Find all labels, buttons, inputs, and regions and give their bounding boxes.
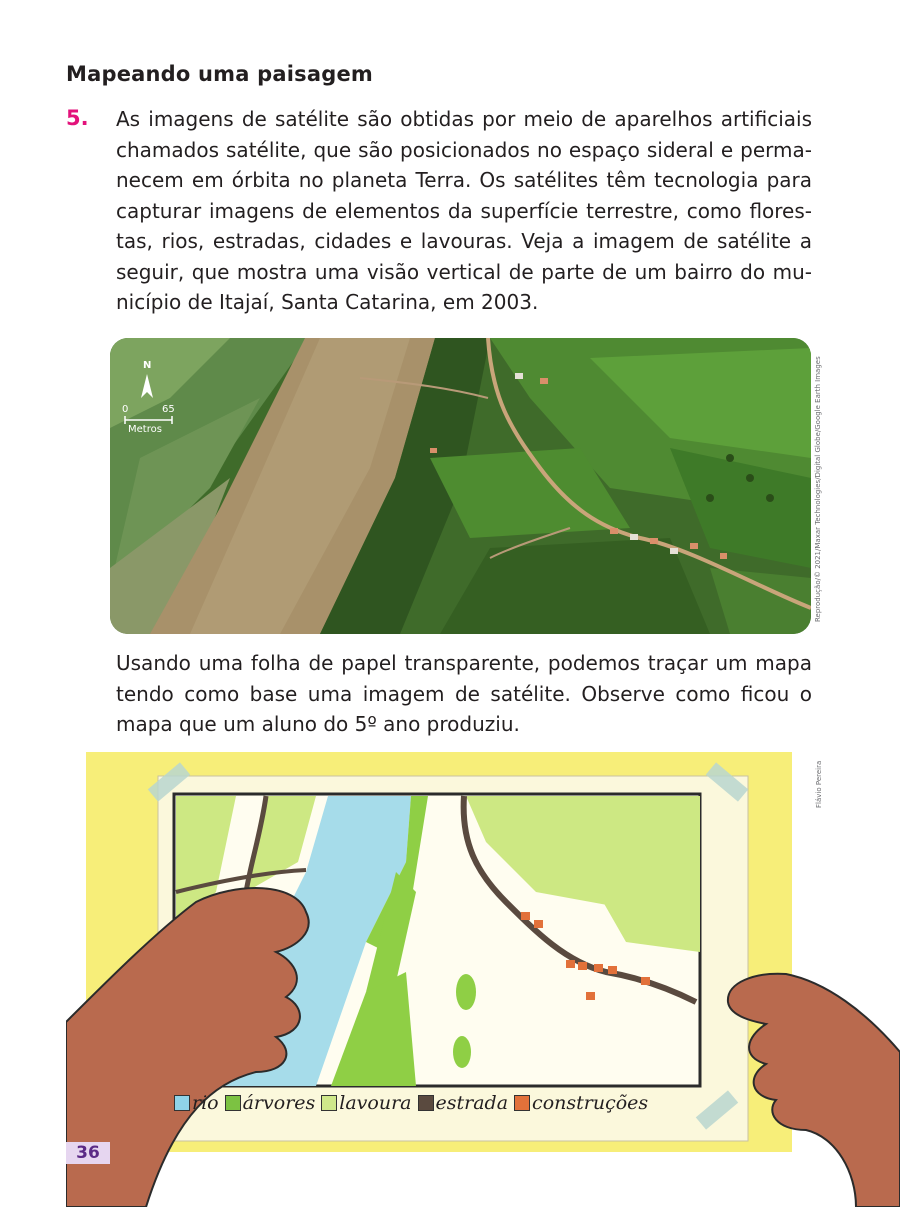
legend-label: construções <box>532 1092 649 1114</box>
question-line: seguir, que mostra uma visão vertical de parte de um bairro do mu- <box>116 259 812 284</box>
student-map-illustration <box>66 752 900 1207</box>
paragraph-two <box>116 648 812 740</box>
north-label: N <box>143 360 152 371</box>
satellite-credit: Reprodução/© 2021/Maxar Technologies/Digital Globe/Google Earth Images <box>814 356 822 622</box>
section-title: Mapeando uma paisagem <box>66 62 373 86</box>
question-line: capturar imagens de elementos da superfície terrestre, como flores- <box>116 198 812 223</box>
map-drawing <box>66 752 900 1207</box>
legend-item-arvores <box>225 1092 316 1114</box>
question-line: nicípio de Itajaí, Santa Catarina, em 2003. <box>116 290 539 314</box>
legend-item-construcoes <box>514 1092 648 1114</box>
drawing-credit: Flávio Pereira <box>815 760 823 808</box>
legend-label: rio <box>192 1092 219 1114</box>
paragraph-line: Usando uma folha de papel transparente, podemos traçar um mapa <box>116 651 812 675</box>
legend-label: árvores <box>242 1092 316 1114</box>
scale-unit: Metros <box>128 424 162 435</box>
legend-swatch <box>418 1095 434 1111</box>
page-number: 36 <box>66 1142 110 1164</box>
question-line: necem em órbita no planeta Terra. Os satélites têm tecnologia para <box>116 168 812 192</box>
legend-swatch <box>174 1095 190 1111</box>
question-line: As imagens de satélite são obtidas por meio de aparelhos artificiais <box>116 107 812 131</box>
scale-start: 0 <box>122 404 129 415</box>
legend-label: estrada <box>435 1092 509 1114</box>
map-legend <box>174 1092 648 1114</box>
legend-swatch <box>321 1095 337 1111</box>
satellite-image <box>110 338 811 634</box>
legend-swatch <box>225 1095 241 1111</box>
paragraph-line: mapa que um aluno do 5º ano produziu. <box>116 712 520 736</box>
paragraph-line: tendo como base uma imagem de satélite. Observe como ficou o <box>116 681 812 706</box>
question-line: chamados satélite, que são posicionados no espaço sideral e perma- <box>116 137 812 162</box>
question-line: tas, rios, estradas, cidades e lavouras. Veja a imagem de satélite a <box>116 229 812 253</box>
legend-item-lavoura <box>321 1092 411 1114</box>
satellite-illustration <box>110 338 811 634</box>
legend-item-rio <box>174 1092 219 1114</box>
legend-label: lavoura <box>339 1092 412 1114</box>
question-number: 5. <box>66 106 89 130</box>
scale-end: 65 <box>162 404 175 415</box>
question-text <box>116 104 812 318</box>
legend-swatch <box>514 1095 530 1111</box>
legend-item-estrada <box>418 1092 509 1114</box>
